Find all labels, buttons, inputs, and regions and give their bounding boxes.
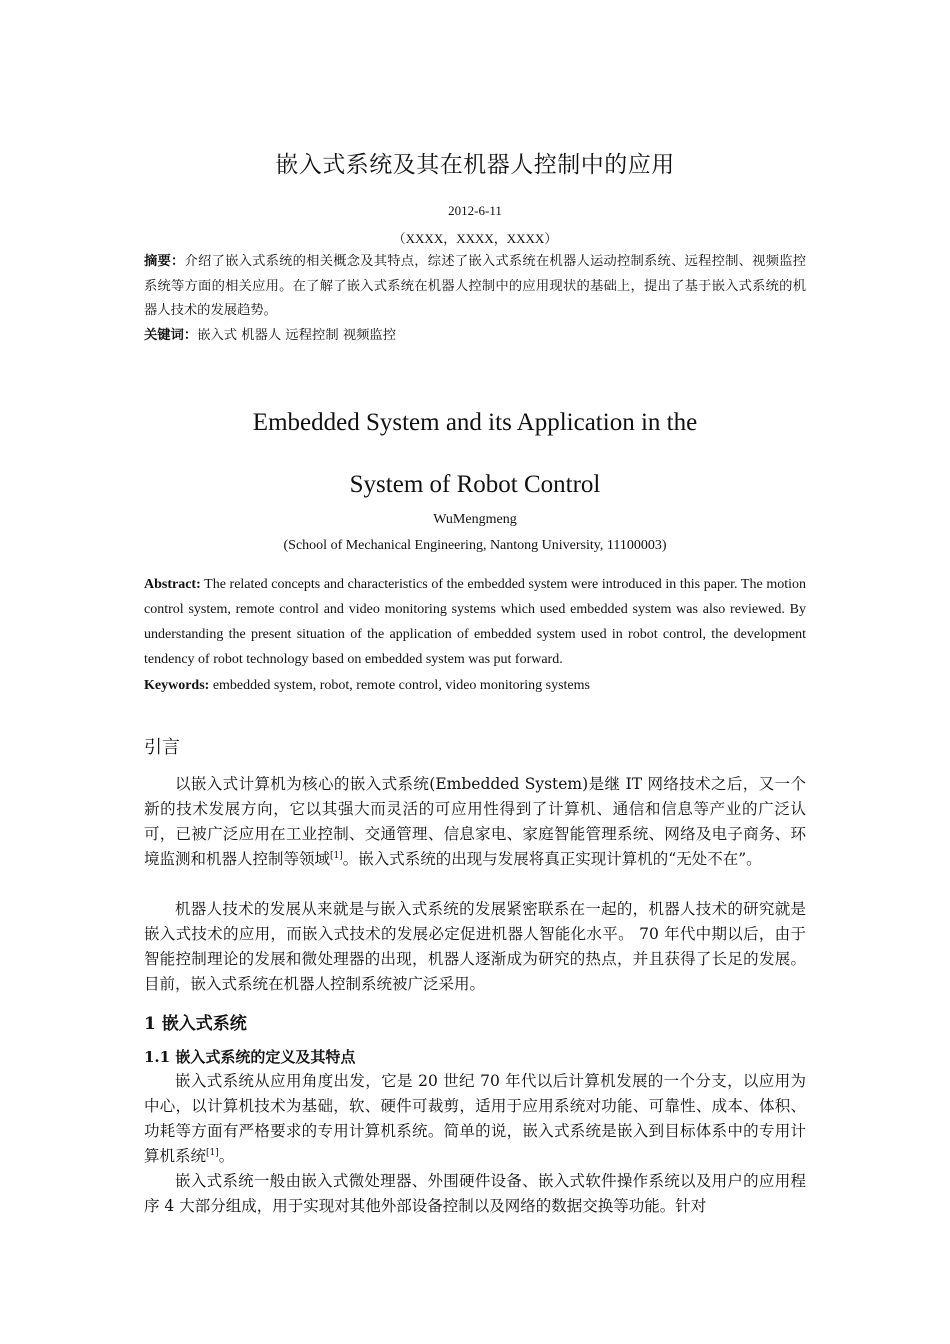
abstract-en-text: The related concepts and characteristics of the embedded system were introduced in this paper. The motion control system, remote control and video monitoring systems which used embedded system was also reviewed. By understanding the present situation of the application of embedded system used in robot control, the development tendency of robot technology based on embedded system was put forward. bbox=[144, 577, 806, 667]
abstract-cn-text: 介绍了嵌入式系统的相关概念及其特点，综述了嵌入式系统在机器人运动控制系统、远程控制、视频监控系统等方面的相关应用。在了解了嵌入式系统在机器人控制中的应用现状的基础上，提出了基于嵌入式系统的机器人技术的发展趋势。 bbox=[144, 254, 807, 318]
author-en: WuMengmeng bbox=[433, 512, 517, 527]
title-en-line1: Embedded System and its Application in the bbox=[252, 409, 698, 436]
keywords-cn bbox=[144, 324, 806, 349]
section-1-1-p1-text: 嵌入式系统从应用角度出发，它是 20 世纪 70 年代以后计算机发展的一个分支，以应用为中心，以计算机技术为基础，软、硬件可裁剪，适用于应用系统对功能、可靠性、成本、体积、功耗等方面有严格要求的专用计算机系统。简单的说，嵌入式系统是嵌入到目标体系中的专用计算机系统 bbox=[144, 1072, 806, 1165]
intro-paragraph-2: 机器人技术的发展从来就是与嵌入式系统的发展紧密联系在一起的，机器人技术的研究就是嵌入式技术的应用，而嵌入式技术的发展必定促进机器人智能化水平。 70 年代中期以后，由于智能控制理论的发展和微处理器的出现，机器人逐渐成为研究的热点，并且获得了长足的发展。目前，嵌入式系统在机器人控制系统被广泛采用。 bbox=[144, 900, 806, 993]
abstract-cn-label: 摘要： bbox=[144, 254, 185, 269]
intro-heading: 引言 bbox=[144, 737, 180, 758]
authors-cn: （XXXX，XXXX，XXXX） bbox=[392, 231, 558, 246]
title-cn: 嵌入式系统及其在机器人控制中的应用 bbox=[275, 152, 675, 178]
abstract-cn bbox=[144, 250, 806, 324]
affiliation-en: (School of Mechanical Engineering, Nantong University, 11100003) bbox=[283, 538, 667, 553]
intro-p1-text-end: 。嵌入式系统的出现与发展将真正实现计算机的“无处不在”。 bbox=[342, 850, 762, 868]
intro-p1-text: 以嵌入式计算机为核心的嵌入式系统(Embedded System)是继 IT 网络技术之后，又一个新的技术发展方向，它以其强大而灵活的可应用性得到了计算机、通信和信息等产业的广泛认可，已被广泛应用在工业控制、交通管理、信息家电、家庭智能管理系统、网络及电子商务、环境监测和机器人控制等领域 bbox=[144, 775, 806, 868]
keywords-en-text: embedded system, robot, remote control, video monitoring systems bbox=[209, 678, 590, 693]
date: 2012-6-11 bbox=[448, 203, 502, 218]
keywords-cn-label: 关键词： bbox=[144, 328, 198, 343]
intro-paragraph-1 bbox=[144, 772, 806, 872]
section-1-heading: 1 嵌入式系统 bbox=[144, 1014, 247, 1034]
section-1-1-p1-text-end: 。 bbox=[218, 1147, 235, 1165]
section-1-1-paragraph-1 bbox=[144, 1069, 806, 1169]
title-en-line2: System of Robot Control bbox=[349, 471, 601, 498]
citation-ref: [1] bbox=[330, 851, 343, 861]
abstract-en-label: Abstract: bbox=[144, 577, 201, 592]
keywords-cn-text: 嵌入式 机器人 远程控制 视频监控 bbox=[197, 328, 397, 343]
keywords-en-label: Keywords: bbox=[144, 678, 210, 693]
section-1-1-heading: 1.1 嵌入式系统的定义及其特点 bbox=[144, 1048, 356, 1066]
citation-ref: [1] bbox=[206, 1148, 219, 1158]
abstract-en bbox=[144, 572, 806, 672]
section-1-1-paragraph-2: 嵌入式系统一般由嵌入式微处理器、外围硬件设备、嵌入式软件操作系统以及用户的应用程序 4 大部分组成，用于实现对其他外部设备控制以及网络的数据交换等功能。针对 bbox=[144, 1172, 806, 1215]
keywords-en bbox=[144, 673, 806, 698]
title-en bbox=[0, 392, 950, 516]
